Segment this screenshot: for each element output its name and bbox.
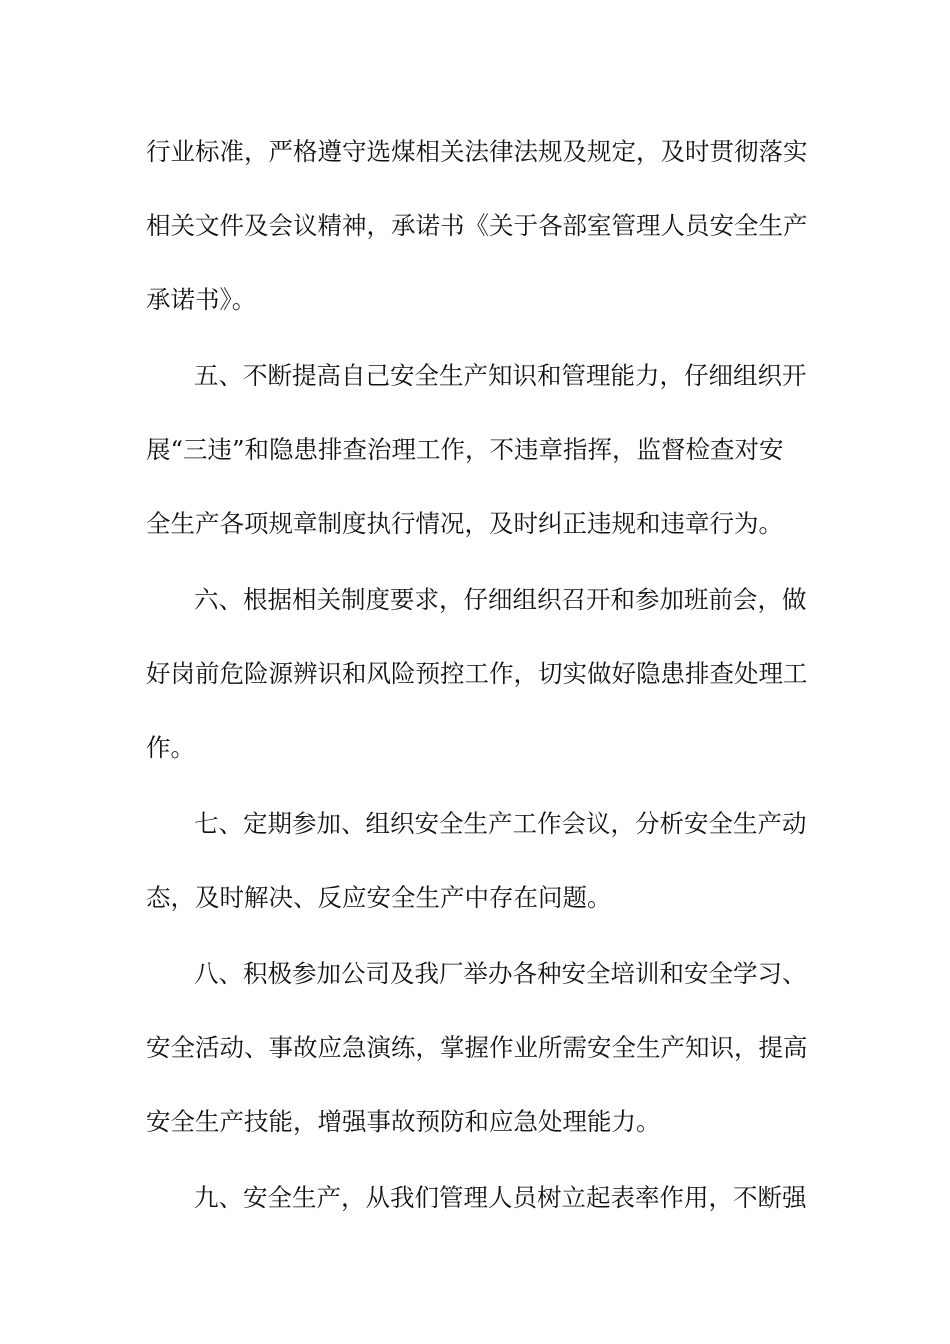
paragraph-start-line: 九、安全生产，从我们管理人员树立起表率作用，不断强 <box>194 1183 807 1212</box>
text-line: 全生产各项规章制度执行情况，及时纠正违规和违章行为。 <box>146 509 783 538</box>
text-line: 好岗前危险源辨识和风险预控工作，切实做好隐患排查处理工 <box>146 659 808 688</box>
text-line: 行业标准，严格遵守选煤相关法律法规及规定，及时贯彻落实 <box>146 137 808 166</box>
text-line: 安全生产技能，增强事故预防和应急处理能力。 <box>146 1107 661 1136</box>
text-line: 安全活动、事故应急演练，掌握作业所需安全生产知识，提高 <box>146 1033 808 1062</box>
paragraph-start-line: 六、根据相关制度要求，仔细组织召开和参加班前会，做 <box>194 585 807 614</box>
text-line: 相关文件及会议精神，承诺书《关于各部室管理人员安全生产 <box>146 211 808 240</box>
text-line: 展“三违”和隐患排查治理工作，不违章指挥，监督检查对安 <box>146 435 784 464</box>
text-line: 承诺书》。 <box>146 285 257 314</box>
paragraph-start-line: 七、定期参加、组织安全生产工作会议，分析安全生产动 <box>194 809 807 838</box>
paragraph-start-line: 八、积极参加公司及我厂举办各种安全培训和安全学习、 <box>194 959 807 988</box>
text-line: 态，及时解决、反应安全生产中存在问题。 <box>146 883 612 912</box>
text-line: 作。 <box>146 733 195 762</box>
paragraph-start-line: 五、不断提高自己安全生产知识和管理能力，仔细组织开 <box>194 361 807 390</box>
